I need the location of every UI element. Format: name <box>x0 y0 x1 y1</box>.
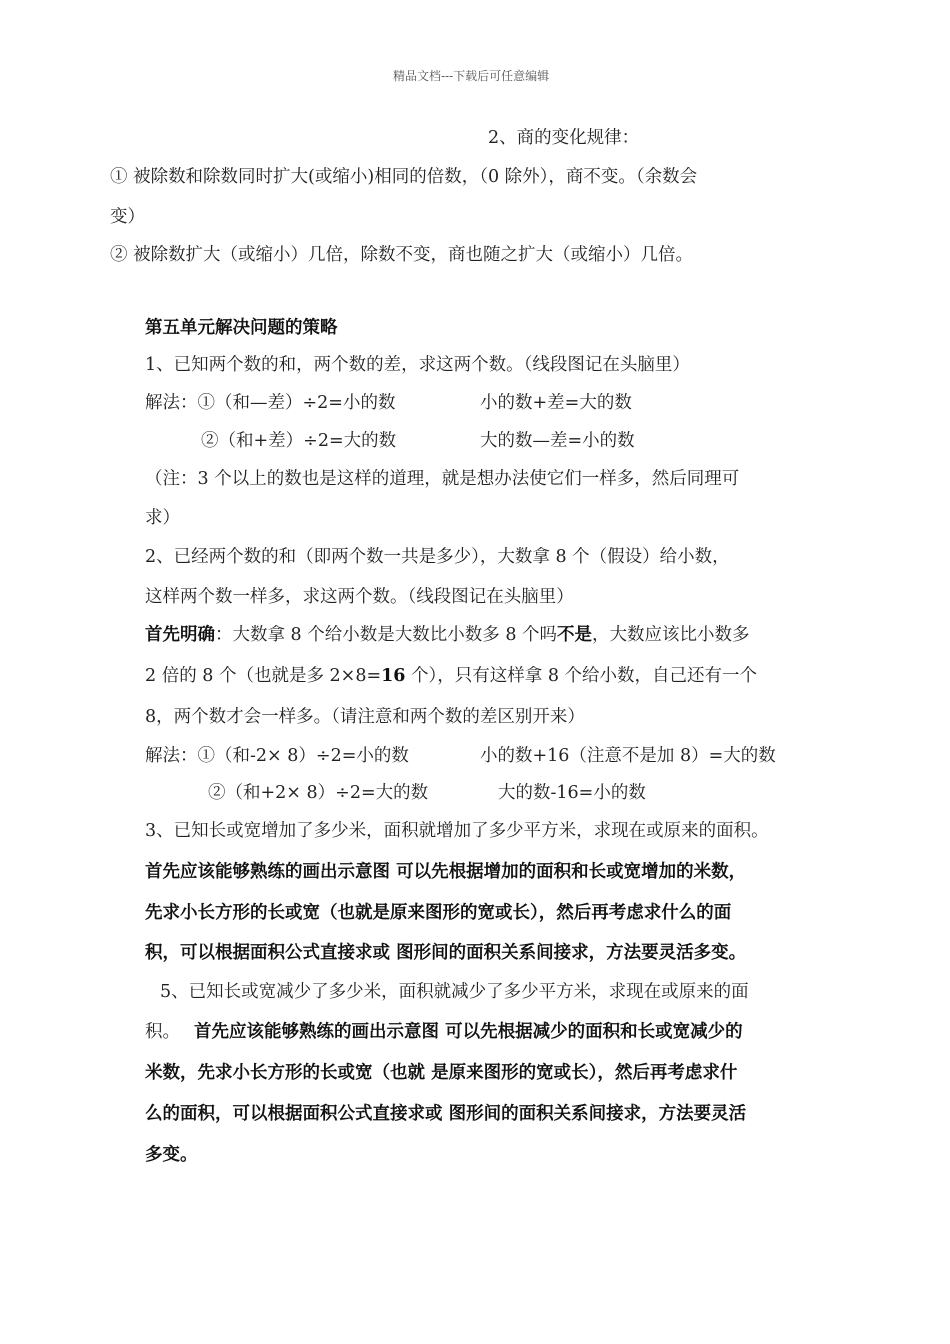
problem-5-cont <box>145 1020 743 1044</box>
p3-method-2: 先求小长方形的长或宽（也就是原来图形的宽或长），然后再考虑求什么的面 <box>145 903 732 923</box>
p2-clarify <box>145 623 750 647</box>
p1-note: （注：3 个以上的数也是这样的道理，就是想办法使它们一样多，然后同理可 <box>145 469 740 489</box>
p1-solution-2-check: 大的数—差=小的数 <box>480 431 635 451</box>
rule-2: ② 被除数扩大（或缩小）几倍，除数不变，商也随之扩大（或缩小）几倍。 <box>110 245 694 265</box>
p1-solution-2: ②（和+差）÷2=大的数 <box>201 431 397 451</box>
p2-solution-1: 解法：①（和-2× 8）÷2=小的数 <box>145 746 409 766</box>
rule-1-cont: 变） <box>110 207 145 227</box>
unit-title: 第五单元解决问题的策略 <box>145 318 338 338</box>
problem-2-cont: 这样两个数一样多，求这两个数。（线段图记在头脑里） <box>145 587 574 607</box>
problem-1: 1、已知两个数的和，两个数的差，求这两个数。（线段图记在头脑里） <box>145 355 690 375</box>
problem-2: 2、已经两个数的和（即两个数一共是多少），大数拿 8 个（假设）给小数， <box>145 547 730 567</box>
clarify-text-a: ：大数拿 8 个给小数是大数比小数多 8 个吗 <box>215 625 558 645</box>
p3-method-3: 积，可以根据面积公式直接求或 图形间的面积关系间接求，方法要灵活多变。 <box>145 943 747 963</box>
l2-text-b: 个），只有这样拿 8 个给小数，自己还有一个 <box>405 666 758 686</box>
section-title: 2、商的变化规律： <box>488 128 640 148</box>
not-label: 不是 <box>557 625 593 645</box>
p2-clarify-line2 <box>145 664 757 688</box>
p2-solution-1-check: 小的数+16（注意不是加 8）=大的数 <box>480 746 776 766</box>
l2-number: 16 <box>381 666 406 686</box>
clarify-text-b: ，大数应该比小数多 <box>592 625 750 645</box>
p1-note-cont: 求） <box>145 508 180 528</box>
rule-1: ① 被除数和除数同时扩大(或缩小)相同的倍数，（0 除外），商不变。（余数会 <box>110 167 698 187</box>
p5-q-end: 积。 <box>145 1022 180 1042</box>
p2-solution-2: ②（和+2× 8）÷2=大的数 <box>208 783 429 803</box>
p3-method-1: 首先应该能够熟练的画出示意图 可以先根据增加的面积和长或宽增加的米数， <box>145 862 747 882</box>
p5-method-1: 首先应该能够熟练的画出示意图 可以先根据减少的面积和长或宽减少的 <box>194 1022 743 1042</box>
l2-text-a: 2 倍的 8 个（也就是多 2×8= <box>145 666 382 686</box>
page-header: 精品文档---下载后可任意编辑 <box>393 69 550 83</box>
p5-method-2: 米数，先求小长方形的长或宽（也就 是原来图形的宽或长），然后再考虑求什 <box>145 1063 738 1083</box>
p5-method-3: 么的面积，可以根据面积公式直接求或 图形间的面积关系间接求，方法要灵活 <box>145 1104 747 1124</box>
problem-5: 5、已知长或宽减少了多少米，面积就减少了多少平方米，求现在或原来的面 <box>160 982 749 1002</box>
p2-clarify-line3: 8，两个数才会一样多。（请注意和两个数的差区别开来） <box>145 707 585 727</box>
p1-solution-1-check: 小的数+差=大的数 <box>480 393 632 413</box>
p5-method-4: 多变。 <box>145 1145 198 1165</box>
p1-solution-1: 解法：①（和—差）÷2=小的数 <box>145 393 396 413</box>
p2-solution-2-check: 大的数-16=小的数 <box>498 783 646 803</box>
first-label: 首先明确 <box>145 625 215 645</box>
problem-3: 3、已知长或宽增加了多少米，面积就增加了多少平方米，求现在或原来的面积。 <box>145 821 769 841</box>
